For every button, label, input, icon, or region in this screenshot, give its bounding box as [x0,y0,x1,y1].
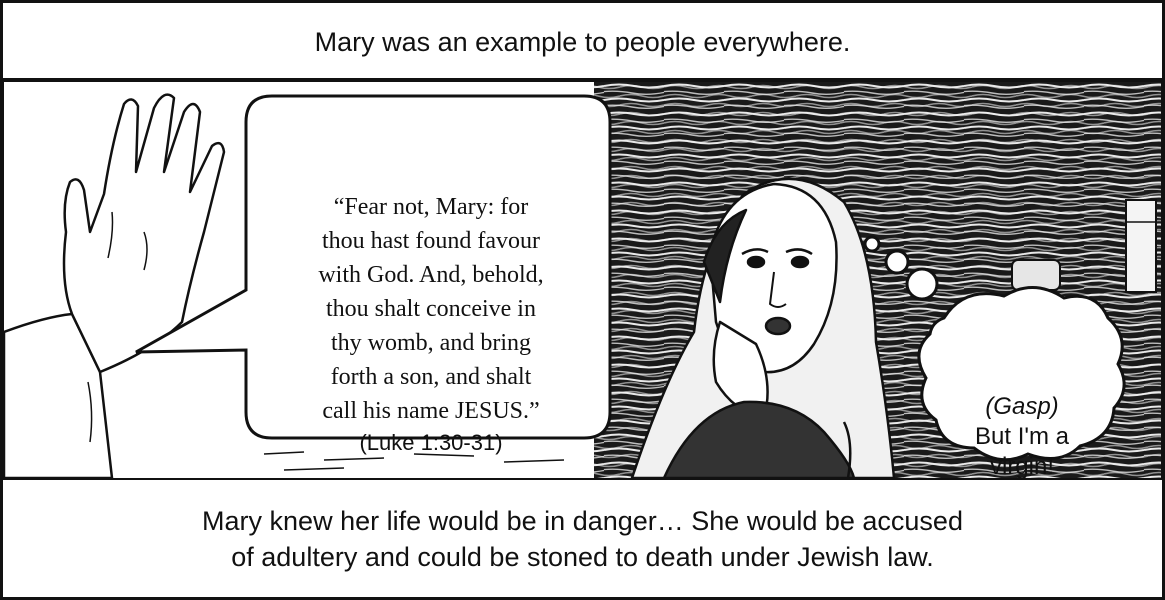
bottom-caption-line: of adultery and could be stoned to death under Jewish law. [231,541,934,572]
gasp-text: (Gasp) [985,393,1059,420]
speech-line: forth a son, and shalt [330,364,532,390]
angel-hand-artwork [4,95,224,478]
top-caption-text: Mary was an example to people everywhere. [314,27,851,57]
speech-line: thou shalt conceive in [326,296,536,322]
thought-text [922,392,1122,482]
thought-line: But I'm a [975,423,1069,450]
bottom-caption [0,480,1165,600]
speech-line: thou hast found favour [322,228,540,254]
speech-line: call his name JESUS.” [322,398,540,424]
comic-panel [0,78,1165,482]
scripture-reference: (Luke 1:30-31) [359,430,503,455]
speech-line: “Fear not, Mary: for [333,194,529,220]
speech-text [256,190,606,458]
thought-line: virgin! [989,453,1055,480]
top-caption [0,0,1165,82]
speech-line: thy womb, and bring [331,330,531,356]
bottom-caption-line: Mary knew her life would be in danger… She would be accused [202,505,963,536]
speech-line: with God. And, behold, [318,262,544,288]
